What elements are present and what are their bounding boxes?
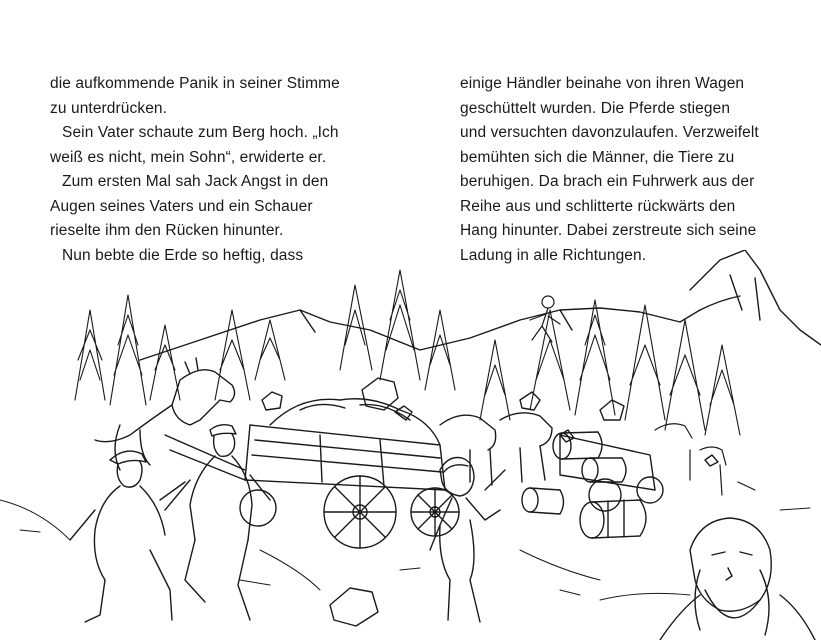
mountain-range [140,250,821,360]
text-line: einige Händler beinahe von ihren Wagen [460,75,745,92]
running-men [70,425,270,622]
left-text-column [50,72,380,268]
text-line: bemühten sich die Männer, die Tiere zu [460,148,735,166]
text-line: beruhigen. Da brach ein Fuhrwerk aus der [460,173,755,190]
text-line: Reihe aus und schlitterte rückwärts den [460,197,736,215]
falling-rocks [262,378,718,626]
runaway-wagon [165,399,459,548]
text-line: weiß es nicht, mein Sohn“, erwiderte er. [50,148,327,166]
ground [0,500,810,600]
text-line: Sein Vater schaute zum Berg hoch. „Ich [62,124,339,141]
text-line: Augen seines Vaters und ein Schauer [50,197,313,215]
right-text-column [460,72,790,268]
text-line: die aufkommende Panik in seiner Stimme [50,75,340,92]
boy-jack [430,458,505,623]
text-line: Hang hinunter. Dabei zerstreute sich seine [460,222,757,239]
forest [75,270,740,435]
landslide-illustration [0,250,821,640]
text-line: Nun bebte die Erde so heftig, dass [62,246,304,264]
text-line: und versuchten davonzulaufen. Verzweifelt [460,124,759,141]
rearing-horse [95,358,235,470]
text-line: zu unterdrücken. [50,99,168,117]
text-line: rieselte ihm den Rücken hinunter. [50,222,284,239]
text-line: geschüttelt wurden. Die Pferde stiegen [460,99,731,117]
text-line: Ladung in alle Richtungen. [460,246,647,264]
text-line: Zum ersten Mal sah Jack Angst in den [62,173,329,190]
bearded-man [660,518,815,640]
trader-wagon [440,413,663,511]
